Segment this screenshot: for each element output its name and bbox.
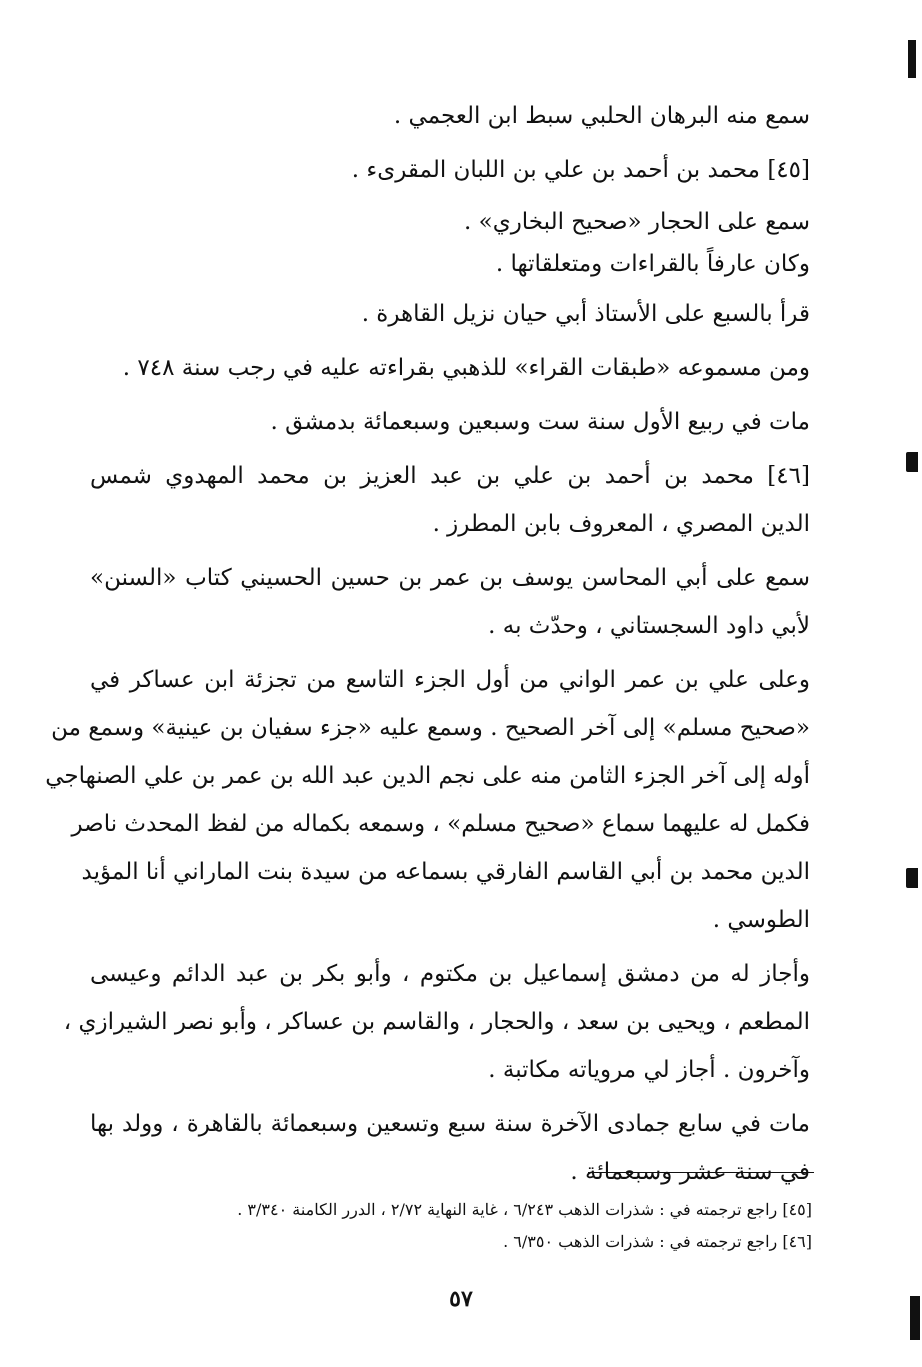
text-line: سمع منه البرهان الحلبي سبط ابن العجمي . [393,103,810,129]
text-line: فكمل له عليهما سماع «صحيح مسلم» ، وسمعه بكماله من لفظ المحدث ناصر [71,811,810,837]
text-line: سمع على الحجار «صحيح البخاري» . [464,209,810,235]
margin-mark [906,868,918,888]
text-line: وكان عارفاً بالقراءات ومتعلقاتها . [495,251,810,277]
page-body [45,92,810,1196]
footnote: [٤٥] راجع ترجمته في : شذرات الذهب ٦/٢٤٣ ، غاية النهاية ٢/٧٢ ، الدرر الكامنة ٣/٣٤٠ . [237,1200,812,1219]
text-line: في سنة عشر وسبعمائة . [570,1159,810,1185]
footnotes [92,1194,812,1258]
margin-mark [908,40,916,78]
text-line: الدين محمد بن أبي القاسم الفارقي بسماعه من سيدة بنت الماراني أنا المؤيد [81,859,810,885]
text-line: لأبي داود السجستاني ، وحدّث به . [488,613,810,639]
text-line: ومن مسموعه «طبقات القراء» للذهبي بقراءته عليه في رجب سنة ٧٤٨ . [122,355,810,381]
margin-mark [906,452,918,472]
entry-heading: [٤٥] محمد بن أحمد بن علي بن اللبان المقرىء . [351,157,810,183]
entry-heading: [٤٦] محمد بن أحمد بن علي بن عبد العزيز بن محمد المهدوي شمس [90,463,810,489]
text-line: مات في سابع جمادى الآخرة سنة سبع وتسعين وسبعمائة بالقاهرة ، وولد بها [90,1111,810,1137]
footnote-separator [588,1172,814,1173]
text-line: مات في ربيع الأول سنة ست وسبعين وسبعمائة بدمشق . [270,409,810,435]
text-line: وعلى علي بن عمر الواني من أول الجزء التاسع من تجزئة ابن عساكر في [90,667,810,693]
text-line: أوله إلى آخر الجزء الثامن منه على نجم الدين عبد الله بن عمر بن علي الصنهاجي [45,763,810,789]
text-line: الدين المصري ، المعروف بابن المطرز . [432,511,810,537]
text-line: «صحيح مسلم» إلى آخر الصحيح . وسمع عليه «جزء سفيان بن عينية» وسمع من [51,715,810,741]
page-number: ٥٧ [449,1286,473,1312]
text-line: سمع على أبي المحاسن يوسف بن عمر بن حسين الحسيني كتاب «السنن» [90,565,810,591]
text-line: وآخرون . أجاز لي مروياته مكاتبة . [488,1057,810,1083]
footnote: [٤٦] راجع ترجمته في : شذرات الذهب ٦/٣٥٠ . [503,1232,812,1251]
text-line: وأجاز له من دمشق إسماعيل بن مكتوم ، وأبو بكر بن عبد الدائم وعيسى [90,961,810,987]
text-line: قرأ بالسبع على الأستاذ أبي حيان نزيل القاهرة . [361,301,810,327]
text-line: الطوسي . [712,907,810,933]
text-line: المطعم ، ويحيى بن سعد ، والحجار ، والقاسم بن عساكر ، وأبو نصر الشيرازي ، [63,1009,810,1035]
